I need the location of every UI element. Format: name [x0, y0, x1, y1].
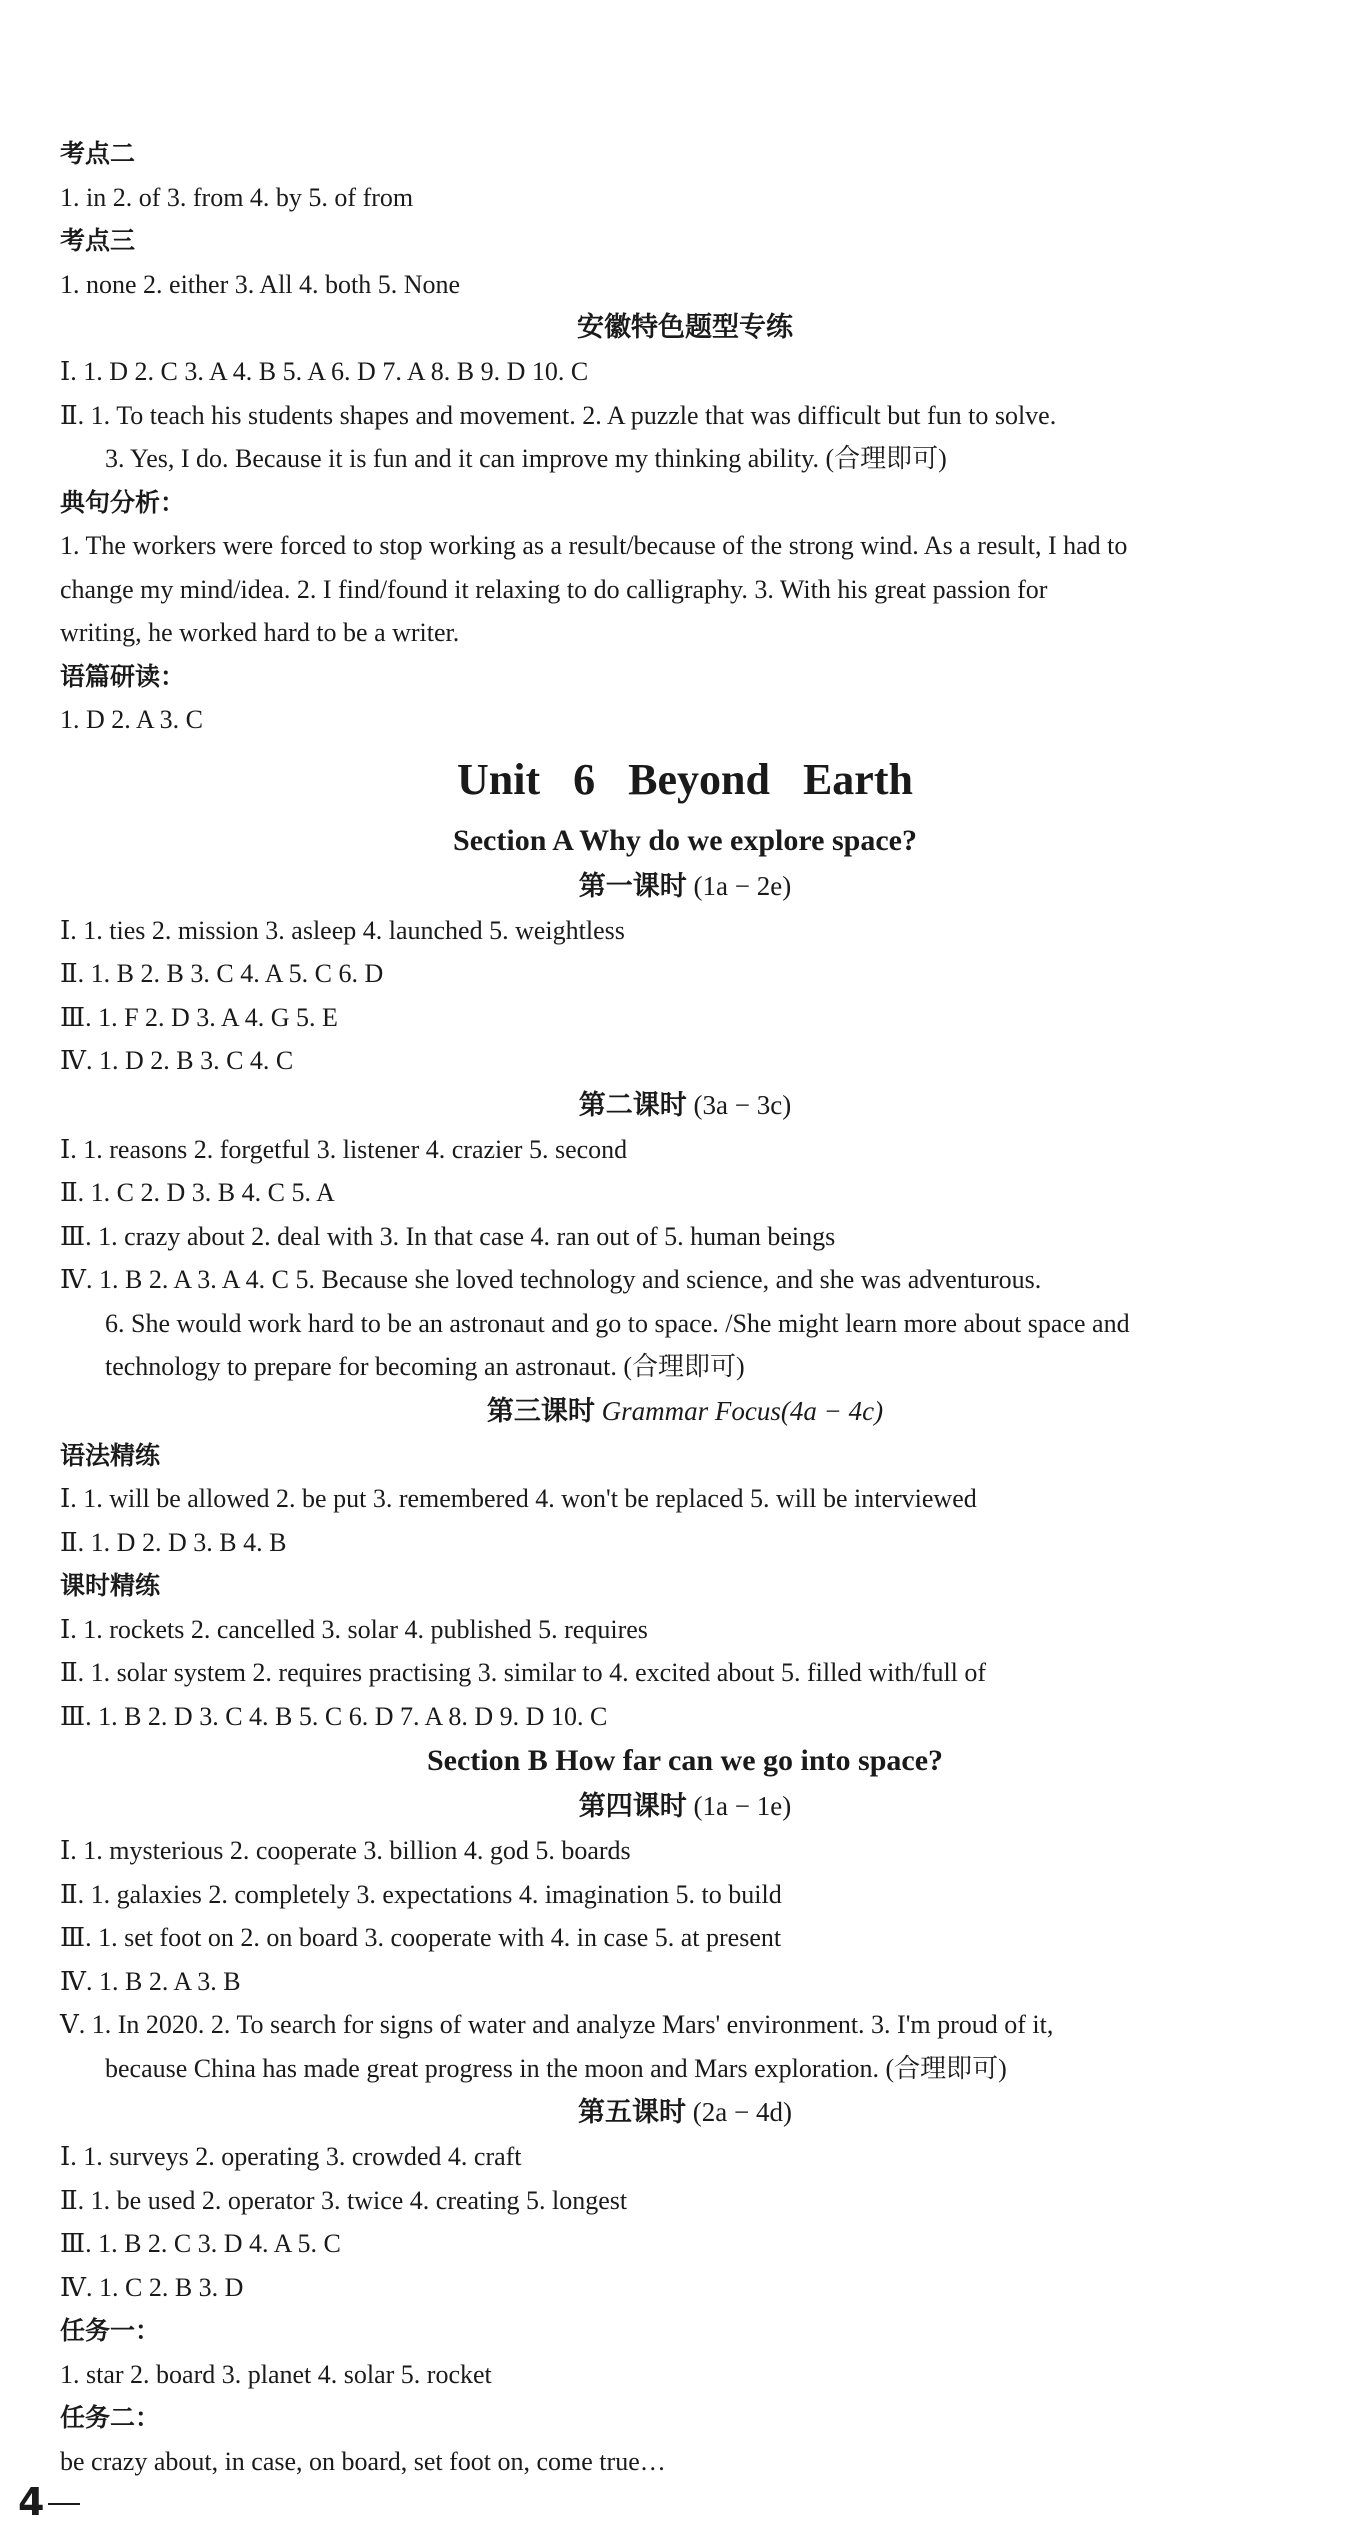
page-number-dash	[48, 2503, 80, 2505]
answer-line: 3. Yes, I do. Because it is fun and it can improve my thinking ability. (合理即可)	[105, 444, 947, 473]
answer-line: Ⅲ. 1. crazy about 2. deal with 3. In that case 4. ran out of 5. human beings	[60, 1221, 836, 1251]
answer-line: Ⅰ. 1. D 2. C 3. A 4. B 5. A 6. D 7. A 8. B 9. D 10. C	[60, 357, 589, 386]
answer-line: Ⅱ. 1. be used 2. operator 3. twice 4. creating 5. longest	[60, 2185, 628, 2215]
answer-line: Ⅲ. 1. B 2. C 3. D 4. A 5. C	[60, 2229, 341, 2258]
answer-line: Ⅰ. 1. mysterious 2. cooperate 3. billion 4. god 5. boards	[60, 1836, 631, 1865]
answer-line: Ⅱ. 1. galaxies 2. completely 3. expectations 4. imagination 5. to build	[60, 1879, 782, 1909]
answer-line: Ⅳ. 1. D 2. B 3. C 4. C	[60, 1046, 294, 1075]
answer-line: Ⅰ. 1. rockets 2. cancelled 3. solar 4. published 5. requires	[60, 1614, 648, 1644]
lesson-name: 第五课时	[578, 2097, 687, 2128]
page-number: 4	[18, 2480, 45, 2524]
answer-page	[60, 132, 1310, 2483]
lesson-range: (3a − 3c)	[693, 1089, 792, 1120]
answer-line: Ⅰ. 1. ties 2. mission 3. asleep 4. launched 5. weightless	[60, 915, 625, 945]
lesson-range: (1a − 1e)	[693, 1791, 792, 1821]
answer-line: Ⅰ. 1. will be allowed 2. be put 3. remembered 4. won't be replaced 5. will be interviewed	[60, 1484, 977, 1513]
section-label-yufa: 语法精练	[60, 1440, 161, 1470]
answer-line: Ⅰ. 1. surveys 2. operating 3. crowded 4. craft	[60, 2142, 522, 2171]
lesson-name: 第三课时	[486, 1395, 595, 1427]
section-label-kaodian2: 考点二	[60, 139, 136, 168]
answer-line: be crazy about, in case, on board, set foot on, come true…	[60, 2446, 666, 2476]
answer-line: Ⅱ. 1. D 2. D 3. B 4. B	[60, 1527, 287, 1557]
section-label-task1: 任务一：	[60, 2316, 161, 2345]
lesson-title	[60, 1784, 1310, 1829]
answer-line: Ⅱ. 1. solar system 2. requires practising 3. similar to 4. excited about 5. filled with/full of	[60, 1658, 987, 1687]
answer-line: 6. She would work hard to be an astronaut and go to space. /She might learn more about space and	[105, 1308, 1130, 1338]
lesson-title	[60, 1083, 1310, 1128]
lesson-range: (2a − 4d)	[692, 2097, 792, 2127]
lesson-title	[60, 1389, 1310, 1434]
section-b-title: Section B How far can we go into space?	[426, 1744, 944, 1777]
answer-line: technology to prepare for becoming an astronaut. (合理即可)	[105, 1352, 745, 1381]
anhui-section-title: 安徽特色题型专练	[577, 312, 793, 343]
answer-line: writing, he worked hard to be a writer.	[60, 618, 460, 647]
lesson-name: 第四课时	[578, 1791, 687, 1822]
section-label-dianju: 典句分析：	[60, 487, 186, 517]
lesson-title	[60, 864, 1310, 909]
answer-line: Ⅳ. 1. C 2. B 3. D	[60, 2272, 244, 2302]
answer-line: Ⅱ. 1. To teach his students shapes and movement. 2. A puzzle that was difficult but fun to solve.	[60, 400, 1057, 430]
section-label-keshi: 课时精练	[60, 1571, 161, 1600]
answer-line: Ⅱ. 1. C 2. D 3. B 4. C 5. A	[60, 1178, 335, 1207]
lesson-name: 第一课时	[578, 870, 687, 902]
answer-line: 1. The workers were forced to stop working as a result/because of the strong wind. As a result, I had to	[60, 531, 1128, 560]
section-label-kaodian3: 考点三	[60, 226, 136, 255]
answer-line: Ⅰ. 1. reasons 2. forgetful 3. listener 4. crazier 5. second	[60, 1134, 628, 1164]
section-a-title: Section A Why do we explore space?	[453, 823, 917, 857]
unit-title: Unit 6 Beyond Earth	[457, 754, 913, 804]
answer-line: Ⅳ. 1. B 2. A 3. B	[60, 1966, 241, 1996]
answer-line: 1. star 2. board 3. planet 4. solar 5. rocket	[60, 2359, 492, 2389]
answer-line: change my mind/idea. 2. I find/found it relaxing to do calligraphy. 3. With his great passion for	[60, 574, 1048, 604]
lesson-title	[60, 2090, 1310, 2135]
section-label-yupian: 语篇研读：	[60, 661, 186, 691]
answer-line: Ⅴ. 1. In 2020. 2. To search for signs of water and analyze Mars' environment. 3. I'm proud of it,	[60, 2010, 1054, 2039]
lesson-range: Grammar Focus(4a − 4c)	[601, 1395, 884, 1426]
answer-line: Ⅲ. 1. B 2. D 3. C 4. B 5. C 6. D 7. A 8. D 9. D 10. C	[60, 1701, 608, 1731]
answer-line: Ⅲ. 1. F 2. D 3. A 4. G 5. E	[60, 1002, 338, 1032]
answer-line: because China has made great progress in the moon and Mars exploration. (合理即可)	[105, 2053, 1007, 2083]
answer-line: Ⅳ. 1. B 2. A 3. A 4. C 5. Because she loved technology and science, and she was adventurous.	[60, 1265, 1042, 1294]
answer-line: 1. in 2. of 3. from 4. by 5. of from	[60, 182, 414, 212]
answer-line: Ⅱ. 1. B 2. B 3. C 4. A 5. C 6. D	[60, 959, 384, 988]
answer-line: 1. D 2. A 3. C	[60, 705, 204, 734]
section-label-task2: 任务二：	[60, 2403, 161, 2432]
answer-line: 1. none 2. either 3. All 4. both 5. None	[60, 269, 461, 299]
answer-line: Ⅲ. 1. set foot on 2. on board 3. cooperate with 4. in case 5. at present	[60, 1923, 782, 1952]
lesson-name: 第二课时	[578, 1089, 687, 1121]
lesson-range: (1a − 2e)	[693, 870, 792, 901]
